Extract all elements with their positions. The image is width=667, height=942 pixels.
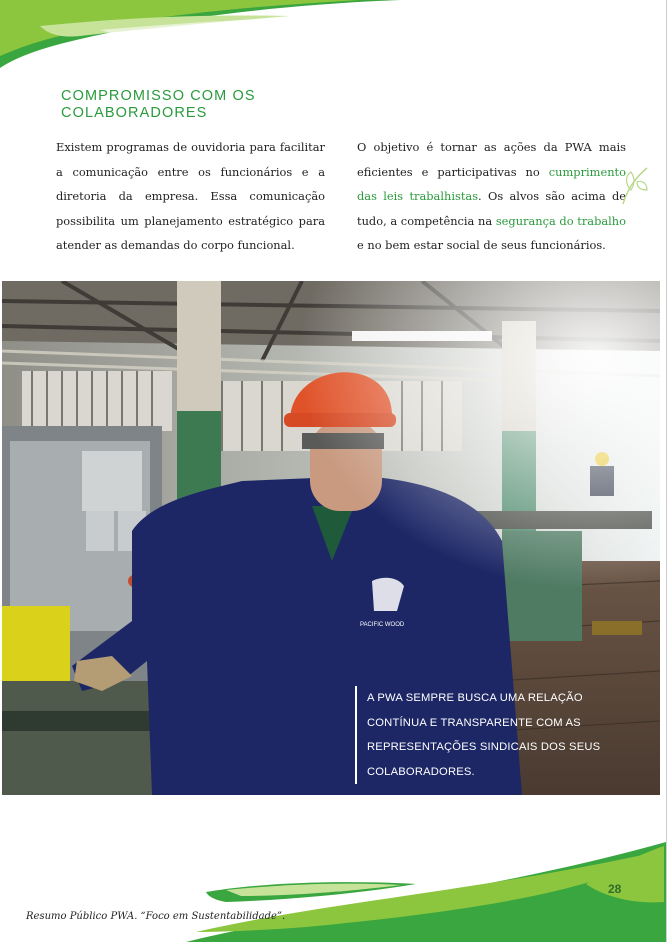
highlight-work-safety: segurança do trabalho: [495, 213, 626, 228]
right-paragraph-text-2: . Os alvos são acima de tudo, a competência na: [357, 189, 626, 228]
bottom-green-swoosh-decoration: [186, 832, 666, 942]
right-paragraph: [357, 135, 626, 258]
right-paragraph-text-3: e no bem estar social de seus funcionários.: [357, 238, 606, 252]
left-paragraph: Existem programas de ouvidoria para facilitar a comunicação entre os funcionários e a diretoria da empresa. Essa comunicação possibilita um planejamento estratégico para atender as demandas do corpo funcional.: [56, 140, 325, 252]
footer-text: Resumo Público PWA. “Foco em Sustentabilidade”.: [26, 911, 286, 922]
page-number: 28: [608, 882, 622, 896]
top-green-swoosh-decoration: [0, 0, 400, 70]
section-title: COMPROMISSO COM OS COLABORADORES: [61, 88, 256, 121]
leaf-icon: [617, 160, 651, 210]
highlight-labor-laws: cumprimento das leis trabalhistas: [357, 164, 626, 203]
right-paragraph-text-1: O objetivo é tornar as ações da PWA mais eficientes e participativas no: [357, 140, 626, 179]
photo-caption: A PWA SEMPRE BUSCA UMA RELAÇÃO CONTÍNUA E TRANSPARENTE COM AS REPRESENTAÇÕES SINDICAIS DOS SEUS COLABORADORES.: [355, 686, 637, 784]
